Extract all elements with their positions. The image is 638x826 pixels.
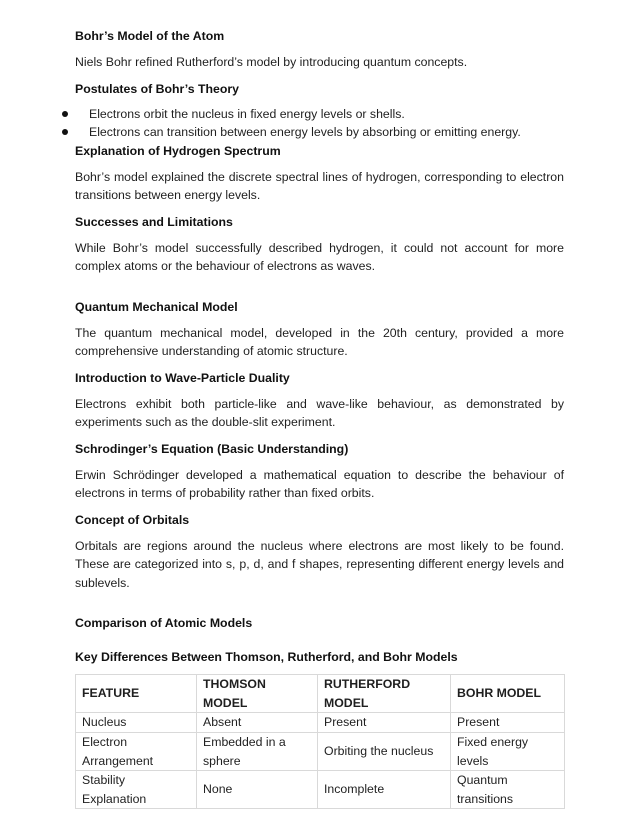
- duality-heading: Introduction to Wave-Particle Duality: [75, 370, 290, 385]
- table-row: [76, 713, 565, 733]
- comparison-heading: Comparison of Atomic Models: [75, 616, 253, 630]
- page-title: Bohr’s Model of the Atom: [75, 29, 225, 43]
- postulates-heading: Postulates of Bohr’s Theory: [75, 81, 239, 96]
- table-cell: Embedded in a sphere: [197, 733, 318, 771]
- hydrogen-paragraph: Bohr’s model explained the discrete spectral lines of hydrogen, corresponding to electron transitions between energy levels.: [75, 169, 564, 202]
- table-cell: Incomplete: [318, 771, 451, 809]
- comparison-subheading: Key Differences Between Thomson, Rutherford, and Bohr Models: [75, 650, 458, 664]
- bullet-icon: [62, 111, 68, 117]
- column-header: RUTHERFORD MODEL: [318, 675, 451, 713]
- list-item: [75, 105, 564, 124]
- column-header: THOMSON MODEL: [197, 675, 318, 713]
- table-cell: None: [197, 771, 318, 809]
- list-item-text: Electrons orbit the nucleus in fixed energy levels or shells.: [89, 106, 405, 121]
- table-row: [76, 771, 565, 809]
- schrodinger-heading: Schrodinger’s Equation (Basic Understanding): [75, 441, 349, 456]
- list-item-text: Electrons can transition between energy levels by absorbing or emitting energy.: [89, 125, 521, 139]
- table-header-row: [76, 675, 565, 713]
- orbitals-paragraph: Orbitals are regions around the nucleus where electrons are most likely to be found. These are categorized into s, p, d, and f shapes, representing different energy levels and sublevels.: [75, 538, 564, 590]
- quantum-paragraph: The quantum mechanical model, developed in the 20th century, provided a more comprehensive understanding of atomic structure.: [75, 325, 564, 358]
- postulates-list: [75, 105, 564, 142]
- list-item: [75, 123, 564, 142]
- document-page: [75, 28, 564, 809]
- hydrogen-heading: Explanation of Hydrogen Spectrum: [75, 143, 281, 158]
- table-cell: Absent: [197, 713, 318, 733]
- table-cell: Orbiting the nucleus: [318, 733, 451, 771]
- table-cell: Quantum transitions: [451, 771, 565, 809]
- duality-paragraph: Electrons exhibit both particle-like and wave-like behaviour, as demonstrated by experiments such as the double-slit experiment.: [75, 396, 564, 429]
- table-cell: Present: [318, 713, 451, 733]
- quantum-heading: Quantum Mechanical Model: [75, 299, 238, 314]
- schrodinger-paragraph: Erwin Schrödinger developed a mathematical equation to describe the behaviour of electrons in terms of probability rather than fixed orbits.: [75, 467, 564, 500]
- intro-paragraph: Niels Bohr refined Rutherford’s model by introducing quantum concepts.: [75, 55, 468, 69]
- comparison-table: [75, 674, 565, 809]
- table-cell: Present: [451, 713, 565, 733]
- successes-paragraph: While Bohr’s model successfully described hydrogen, it could not account for more complex atoms or the behaviour of electrons as waves.: [75, 240, 564, 273]
- column-header: BOHR MODEL: [451, 675, 565, 713]
- column-header: FEATURE: [76, 675, 197, 713]
- table-row: [76, 733, 565, 771]
- successes-heading: Successes and Limitations: [75, 214, 233, 229]
- orbitals-heading: Concept of Orbitals: [75, 512, 190, 527]
- table-cell: Electron Arrangement: [76, 733, 197, 771]
- bullet-icon: [62, 129, 68, 135]
- table-cell: Fixed energy levels: [451, 733, 565, 771]
- table-cell: Nucleus: [76, 713, 197, 733]
- table-cell: Stability Explanation: [76, 771, 197, 809]
